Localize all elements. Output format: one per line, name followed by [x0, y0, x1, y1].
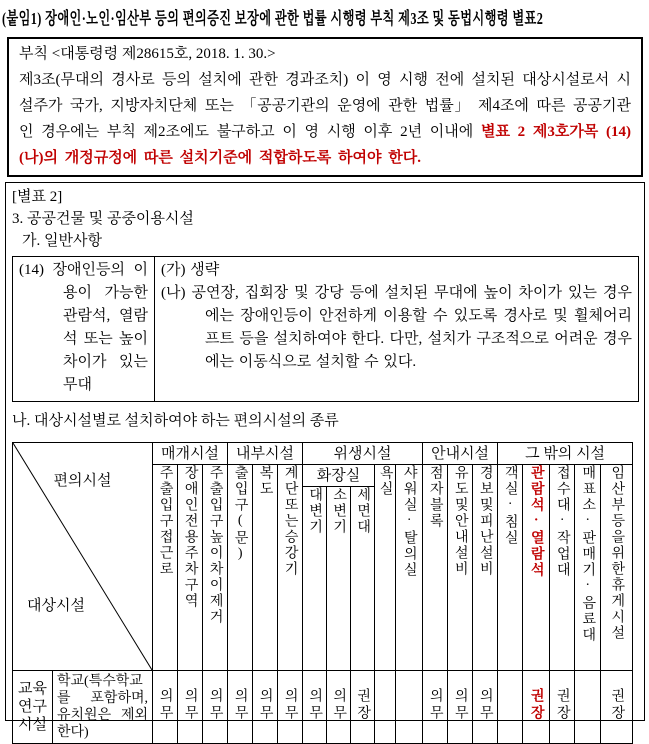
- addendum-heading: 부칙 <대통령령 제28615호, 2018. 1. 30.>: [19, 46, 276, 62]
- value-text: 의무: [257, 687, 273, 722]
- facility-column-header: [351, 487, 375, 671]
- value-cell: [601, 671, 633, 744]
- value-cell: [153, 671, 178, 744]
- group-header: 그 밖의 시설: [498, 443, 633, 465]
- value-text: 의무: [232, 687, 248, 722]
- group-header: 매개시설: [153, 443, 228, 465]
- value-text: 권장: [355, 687, 371, 722]
- facility-column-header: [448, 465, 473, 671]
- item-cell: [13, 257, 155, 402]
- value-text: 권장: [609, 687, 625, 722]
- value-text: 권장: [554, 687, 570, 722]
- addendum-body-text: 제3조(무대의 경사로 등의 설치에 관한 경과조치) 이 영 시행 전에 설치된 대상시설로서 시설주가 국가, 지방자치단체 또는 「공공기관의 운영에 관한 법률」 제4조에 따른 공공기관인 경우에는 부칙 제2조에도 불구하고 이 영 시행 이후 2년 이내에: [19, 72, 631, 140]
- value-cell: [473, 671, 498, 744]
- value-cell: [448, 671, 473, 744]
- general-provisions-table: [12, 256, 639, 402]
- value-text: 의무: [331, 687, 347, 722]
- value-cell: [575, 671, 601, 744]
- value-cell: [396, 671, 423, 744]
- value-text: 권장: [528, 687, 544, 722]
- value-cell: [351, 671, 375, 744]
- value-cell: [550, 671, 575, 744]
- facility-column-header: [228, 465, 253, 671]
- value-text: 의무: [427, 687, 443, 722]
- corner-label-facilities: 편의시설: [53, 473, 112, 489]
- facility-column-header: [253, 465, 278, 671]
- value-cell: [303, 671, 327, 744]
- page-title: (붙임1) 장애인·노인·임산부 등의 편의증진 보장에 관한 법률 시행령 부칙 제3조 및 동법시행령 별표2: [2, 9, 544, 28]
- column-label: 대변기: [307, 487, 323, 535]
- facility-column-header: [278, 465, 303, 671]
- facility-name-cell: 학교(특수학교를 포함하며, 유치원은 제외한다): [53, 671, 153, 744]
- document-page: [0, 4, 649, 739]
- annex-subsection-a: 가. 일반사항: [22, 233, 102, 249]
- column-label: 장애인전용주차구역: [182, 465, 198, 609]
- corner-label-targets: 대상시설: [27, 598, 85, 614]
- value-text: 의무: [207, 687, 223, 722]
- column-label: 소변기: [331, 487, 347, 535]
- column-label: 관람석·열람석: [528, 465, 544, 578]
- facility-column-header: [375, 465, 396, 671]
- value-cell-highlighted: [523, 671, 550, 744]
- toilet-subgroup-header: 화장실: [303, 465, 375, 487]
- column-label: 주출입구높이차이제거: [207, 465, 223, 625]
- addendum-body-highlight: 별표 2 제3호가목 (14)(나)의 개정규정에 따른 설치기준에 적합하도록 하여야 한다.: [19, 124, 631, 166]
- data-row: [13, 671, 633, 744]
- facility-column-header: [575, 465, 601, 671]
- facility-column-header: [473, 465, 498, 671]
- annex-section: 3. 공공건물 및 공중이용시설: [12, 211, 194, 227]
- facility-column-header: [396, 465, 423, 671]
- value-cell: [498, 671, 523, 744]
- column-label: 복도: [257, 465, 273, 497]
- value-cell: [228, 671, 253, 744]
- column-label: 주출입구접근로: [157, 465, 173, 577]
- group-header: 위생시설: [303, 443, 423, 465]
- facility-column-header-highlighted: [523, 465, 550, 671]
- value-text: 의무: [307, 687, 323, 722]
- value-cell: [203, 671, 228, 744]
- value-text: 의무: [282, 687, 298, 722]
- category-cell: 교육연구시설: [13, 671, 53, 744]
- facility-matrix-table: [12, 442, 633, 744]
- provision-a: (가) 생략: [161, 262, 220, 278]
- addendum-body: [19, 67, 631, 171]
- annex-box: [5, 182, 645, 740]
- addendum-box: [7, 37, 643, 177]
- item-text: (14) 장애인등의 이용이 가능한 관람석, 열람석 또는 높이 차이가 있는 무대: [19, 262, 148, 393]
- value-cell: [253, 671, 278, 744]
- column-label: 임산부등을위한휴게시설: [609, 465, 625, 641]
- column-label: 매표소·판매기·음료대: [580, 465, 596, 643]
- group-header-row: [13, 443, 633, 465]
- column-label: 점자블록: [427, 465, 443, 529]
- value-cell: [423, 671, 448, 744]
- value-text: 의무: [477, 687, 493, 722]
- facility-column-header: [178, 465, 203, 671]
- value-cell: [178, 671, 203, 744]
- facility-column-header: [303, 487, 327, 671]
- table-row: [13, 257, 639, 402]
- column-label: 경보및피난설비: [477, 465, 493, 577]
- facility-column-header: [498, 465, 523, 671]
- facility-column-header: [601, 465, 633, 671]
- annex-label: [별표 2]: [12, 189, 63, 205]
- corner-cell: [13, 443, 153, 671]
- provision-b: (나) 공연장, 집회장 및 강당 등에 설치된 무대에 높이 차이가 있는 경우에는 장애인등이 안전하게 이용할 수 있도록 경사로 및 휠체어리프트 등을 설치하여야 한다. 다만, 설치가 구조적으로 어려운 경우에는 이동식으로 설치할 수 있다.: [161, 285, 632, 370]
- column-label: 접수대·작업대: [554, 465, 570, 578]
- facility-column-header: [550, 465, 575, 671]
- column-label: 유도및안내설비: [452, 465, 468, 577]
- annex-subsection-b: 나. 대상시설별로 설치하여야 하는 편의시설의 종류: [12, 413, 339, 429]
- column-label: 세면대: [355, 487, 371, 535]
- provision-cell: [155, 257, 639, 402]
- facility-column-header: [327, 487, 351, 671]
- facility-column-header: [203, 465, 228, 671]
- column-label: 샤워실·탈의실: [401, 465, 417, 578]
- column-label: 욕실: [377, 465, 393, 497]
- column-label: 객실·침실: [502, 465, 518, 546]
- facility-column-header: [153, 465, 178, 671]
- value-cell: [278, 671, 303, 744]
- column-label: 출입구(문): [232, 465, 248, 563]
- value-text: 의무: [452, 687, 468, 722]
- value-cell: [375, 671, 396, 744]
- group-header: 내부시설: [228, 443, 303, 465]
- value-text: 의무: [182, 687, 198, 722]
- value-text: 의무: [157, 687, 173, 722]
- group-header: 안내시설: [423, 443, 498, 465]
- value-cell: [327, 671, 351, 744]
- column-label: 계단또는승강기: [282, 465, 298, 577]
- facility-column-header: [423, 465, 448, 671]
